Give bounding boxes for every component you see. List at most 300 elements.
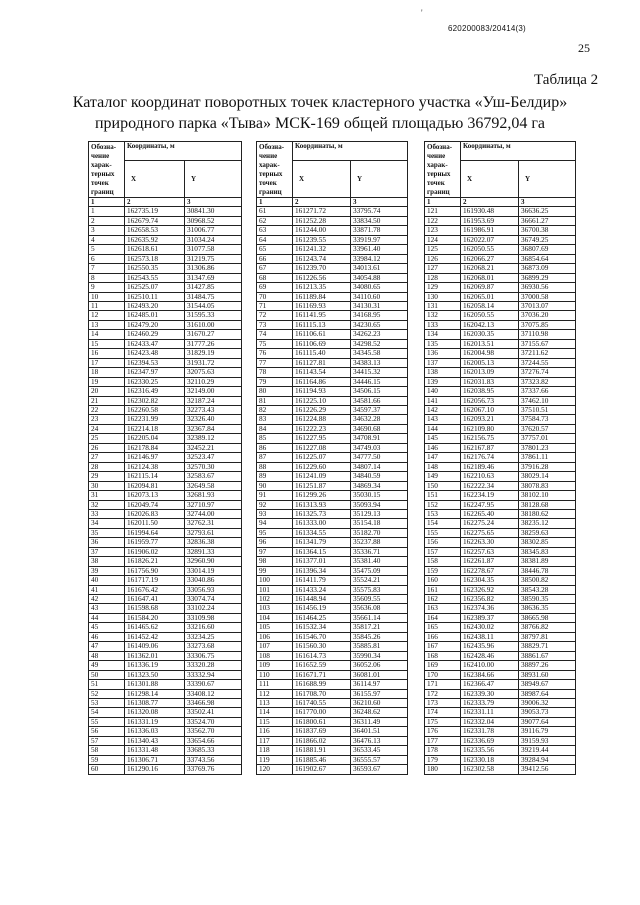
table-row [425,235,576,244]
point-number: 62 [257,216,293,225]
y-coordinate: 33562.70 [185,727,242,736]
point-number: 174 [425,708,461,717]
x-coordinate: 161953.69 [461,216,519,225]
x-coordinate: 161959.77 [125,538,185,547]
y-coordinate: 31427.85 [185,283,242,292]
x-coordinate: 162068.21 [461,264,519,273]
table-row [425,301,576,310]
point-number: 32 [89,500,125,509]
table-row [89,717,242,726]
y-coordinate: 38987.64 [519,689,576,698]
table-row [257,264,408,273]
point-number: 106 [257,632,293,641]
point-number: 87 [257,453,293,462]
table-row [89,368,242,377]
x-coordinate: 161241.32 [293,245,351,254]
y-coordinate: 34708.91 [351,434,408,443]
point-number: 167 [425,642,461,651]
column-number: 1 [89,198,125,207]
y-coordinate: 38897.26 [519,661,576,670]
table-row [425,528,576,537]
table-row [257,453,408,462]
table-row [425,661,576,670]
y-coordinate: 37510.51 [519,405,576,414]
y-coordinate: 32960.90 [185,557,242,566]
column-number: 2 [125,198,185,207]
y-coordinate: 33109.98 [185,613,242,622]
y-coordinate: 32326.40 [185,415,242,424]
point-number: 92 [257,500,293,509]
x-coordinate: 162038.95 [461,387,519,396]
x-coordinate: 162263.30 [461,538,519,547]
y-coordinate: 39412.56 [519,765,576,774]
table-row [89,264,242,273]
point-number: 49 [89,661,125,670]
table-row [425,453,576,462]
point-number: 43 [89,604,125,613]
y-coordinate: 31484.75 [185,292,242,301]
x-coordinate: 161377.01 [293,557,351,566]
x-coordinate: 162302.82 [125,396,185,405]
point-number: 8 [89,273,125,282]
x-coordinate: 162635.92 [125,235,185,244]
y-coordinate: 33216.60 [185,623,242,632]
point-number: 10 [89,292,125,301]
table-row [257,481,408,490]
y-coordinate: 36700.38 [519,226,576,235]
point-number: 67 [257,264,293,273]
y-coordinate: 33074.74 [185,595,242,604]
table-row [89,273,242,282]
table-row [89,689,242,698]
point-number: 163 [425,604,461,613]
point-number: 91 [257,491,293,500]
designation-header: Обозна-чение харак-терных точек границ [89,142,125,198]
x-coordinate: 161930.48 [461,207,519,216]
y-coordinate: 34080.65 [351,283,408,292]
y-coordinate: 39077.64 [519,717,576,726]
x-coordinate: 162013.51 [461,339,519,348]
point-number: 88 [257,462,293,471]
x-coordinate: 161614.73 [293,651,351,660]
x-coordinate: 162410.00 [461,661,519,670]
x-coordinate: 162335.56 [461,746,519,755]
table-row [89,538,242,547]
y-coordinate: 38102.10 [519,491,576,500]
y-coordinate: 36081.01 [351,670,408,679]
x-coordinate: 162042.13 [461,320,519,329]
x-coordinate: 162374.36 [461,604,519,613]
y-coordinate: 36749.25 [519,235,576,244]
y-coordinate: 35182.70 [351,528,408,537]
x-coordinate: 161194.93 [293,387,351,396]
point-number: 38 [89,557,125,566]
x-coordinate: 162679.74 [125,216,185,225]
x-coordinate: 161224.88 [293,415,351,424]
table-row [425,216,576,225]
y-coordinate: 35990.34 [351,651,408,660]
y-coordinate: 35030.15 [351,491,408,500]
y-coordinate: 38302.85 [519,538,576,547]
table-row [257,462,408,471]
x-coordinate: 161756.90 [125,566,185,575]
x-coordinate: 162304.35 [461,576,519,585]
point-number: 172 [425,689,461,698]
point-number: 100 [257,576,293,585]
y-coordinate: 33332.94 [185,670,242,679]
y-coordinate: 36930.56 [519,283,576,292]
y-coordinate: 30841.30 [185,207,242,216]
point-number: 159 [425,566,461,575]
table-row [257,368,408,377]
coordinate-table-3 [424,141,576,775]
x-coordinate: 161994.64 [125,528,185,537]
x-coordinate: 161409.06 [125,642,185,651]
y-coordinate: 36210.60 [351,699,408,708]
y-coordinate: 34110.60 [351,292,408,301]
point-number: 164 [425,613,461,622]
table-row [257,765,408,774]
point-number: 123 [425,226,461,235]
point-number: 148 [425,462,461,471]
point-number: 27 [89,453,125,462]
y-coordinate: 34262.23 [351,330,408,339]
y-coordinate: 36155.97 [351,689,408,698]
y-coordinate: 31006.77 [185,226,242,235]
table-row [425,765,576,774]
x-coordinate: 161598.68 [125,604,185,613]
point-number: 73 [257,320,293,329]
point-number: 132 [425,311,461,320]
y-coordinate: 37801.23 [519,443,576,452]
point-number: 121 [425,207,461,216]
point-number: 118 [257,746,293,755]
x-coordinate: 162094.81 [125,481,185,490]
table-row [89,415,242,424]
y-coordinate: 37337.66 [519,387,576,396]
table-row [425,727,576,736]
table-row [425,481,576,490]
x-coordinate: 161336.03 [125,727,185,736]
y-coordinate: 38078.83 [519,481,576,490]
x-coordinate: 161465.62 [125,623,185,632]
y-coordinate: 32075.63 [185,368,242,377]
y-coordinate: 36873.09 [519,264,576,273]
x-coordinate: 161323.50 [125,670,185,679]
y-coordinate: 33502.41 [185,708,242,717]
y-header: Y [519,161,576,198]
x-coordinate: 162056.73 [461,396,519,405]
table-row [89,623,242,632]
x-coordinate: 161986.91 [461,226,519,235]
y-coordinate: 36661.27 [519,216,576,225]
y-coordinate: 37916.28 [519,462,576,471]
point-number: 136 [425,349,461,358]
table-row [257,349,408,358]
point-number: 25 [89,434,125,443]
x-coordinate: 162366.47 [461,680,519,689]
y-coordinate: 32367.84 [185,424,242,433]
y-coordinate: 31347.69 [185,273,242,282]
table-row [425,519,576,528]
table-row [257,661,408,670]
x-coordinate: 162384.66 [461,670,519,679]
x-coordinate: 161227.95 [293,434,351,443]
table-row [425,443,576,452]
table-row [257,538,408,547]
y-coordinate: 35336.71 [351,547,408,556]
y-coordinate: 33102.24 [185,604,242,613]
point-number: 151 [425,491,461,500]
y-coordinate: 34345.58 [351,349,408,358]
point-number: 160 [425,576,461,585]
point-number: 135 [425,339,461,348]
point-number: 47 [89,642,125,651]
point-number: 152 [425,500,461,509]
table-row [425,377,576,386]
x-coordinate: 162550.35 [125,264,185,273]
table-row [89,547,242,556]
point-number: 78 [257,368,293,377]
table-row [89,405,242,414]
y-coordinate: 34869.34 [351,481,408,490]
table-row [89,755,242,764]
table-row [425,292,576,301]
x-coordinate: 161290.16 [125,765,185,774]
table-row [257,670,408,679]
y-coordinate: 33306.75 [185,651,242,660]
x-coordinate: 162069.87 [461,283,519,292]
x-coordinate: 161226.56 [293,273,351,282]
table-row [425,320,576,329]
y-coordinate: 34383.13 [351,358,408,367]
y-coordinate: 36593.67 [351,765,408,774]
x-coordinate: 161676.42 [125,585,185,594]
table-row [89,339,242,348]
x-coordinate: 162278.67 [461,566,519,575]
table-row [89,320,242,329]
point-number: 31 [89,491,125,500]
table-row [257,226,408,235]
table-row [89,235,242,244]
table-row [257,755,408,764]
y-coordinate: 38636.35 [519,604,576,613]
x-coordinate: 161688.99 [293,680,351,689]
y-coordinate: 33769.76 [185,765,242,774]
point-number: 53 [89,699,125,708]
x-coordinate: 162316.49 [125,387,185,396]
x-coordinate: 162275.65 [461,528,519,537]
y-coordinate: 39053.73 [519,708,576,717]
y-coordinate: 38665.98 [519,613,576,622]
point-number: 110 [257,670,293,679]
y-coordinate: 37323.82 [519,377,576,386]
x-coordinate: 162423.48 [125,349,185,358]
y-coordinate: 36476.13 [351,736,408,745]
x-coordinate: 162735.19 [125,207,185,216]
table-row [425,358,576,367]
table-row [89,387,242,396]
table-row [425,245,576,254]
point-number: 28 [89,462,125,471]
y-coordinate: 33795.74 [351,207,408,216]
x-coordinate: 161652.59 [293,661,351,670]
table-row [257,509,408,518]
table-row [425,207,576,216]
table-row [89,595,242,604]
table-row [257,235,408,244]
table-row [425,424,576,433]
table-row [89,453,242,462]
table-row [89,472,242,481]
table-row [89,226,242,235]
point-number: 97 [257,547,293,556]
table-row [89,254,242,263]
y-coordinate: 38128.68 [519,500,576,509]
coordinates-header: Координаты, м [461,142,576,161]
x-coordinate: 162011.50 [125,519,185,528]
table-row [89,746,242,755]
coordinates-header: Координаты, м [293,142,408,161]
x-coordinate: 161313.93 [293,500,351,509]
point-number: 84 [257,424,293,433]
x-coordinate: 161225.10 [293,396,351,405]
x-coordinate: 162026.83 [125,509,185,518]
x-coordinate: 162389.37 [461,613,519,622]
y-coordinate: 32583.67 [185,472,242,481]
y-coordinate: 33273.68 [185,642,242,651]
table-row [425,405,576,414]
table-row [89,566,242,575]
y-coordinate: 37276.74 [519,368,576,377]
point-number: 96 [257,538,293,547]
table-row [257,339,408,348]
point-number: 134 [425,330,461,339]
point-number: 81 [257,396,293,405]
point-number: 103 [257,604,293,613]
table-row [89,358,242,367]
y-coordinate: 36401.51 [351,727,408,736]
y-coordinate: 34130.31 [351,301,408,310]
x-coordinate: 162013.09 [461,368,519,377]
table-row [257,557,408,566]
y-coordinate: 33685.33 [185,746,242,755]
x-coordinate: 161411.79 [293,576,351,585]
table-row [89,349,242,358]
table-row [89,604,242,613]
table-row [257,699,408,708]
x-coordinate: 161464.25 [293,613,351,622]
x-coordinate: 161189.84 [293,292,351,301]
table-row [89,651,242,660]
document-id: 620200083/20414(3) [448,24,526,33]
x-coordinate: 161546.70 [293,632,351,641]
point-number: 158 [425,557,461,566]
y-coordinate: 32710.97 [185,500,242,509]
point-number: 24 [89,424,125,433]
point-number: 146 [425,443,461,452]
y-coordinate: 35885.81 [351,642,408,651]
point-number: 142 [425,405,461,414]
table-row [257,727,408,736]
table-row [89,377,242,386]
x-coordinate: 161308.77 [125,699,185,708]
point-number: 83 [257,415,293,424]
point-number: 140 [425,387,461,396]
x-coordinate: 162336.69 [461,736,519,745]
x-coordinate: 161252.28 [293,216,351,225]
table-row [89,283,242,292]
point-number: 19 [89,377,125,386]
x-coordinate: 161222.23 [293,424,351,433]
x-coordinate: 161906.02 [125,547,185,556]
table-row [257,528,408,537]
point-number: 180 [425,765,461,774]
x-coordinate: 161115.40 [293,349,351,358]
table-row [257,472,408,481]
x-coordinate: 162146.97 [125,453,185,462]
point-number: 48 [89,651,125,660]
x-coordinate: 161647.41 [125,595,185,604]
point-number: 2 [89,216,125,225]
table-row [425,585,576,594]
table-row [257,708,408,717]
catalog-title-line-1: Каталог координат поворотных точек кластерного участка «Уш-Белдир» [72,94,568,111]
point-number: 124 [425,235,461,244]
point-number: 60 [89,765,125,774]
y-coordinate: 34230.65 [351,320,408,329]
table-row [89,462,242,471]
y-coordinate: 32681.93 [185,491,242,500]
x-coordinate: 162347.97 [125,368,185,377]
coordinate-table-2 [256,141,408,775]
table-row [257,585,408,594]
x-coordinate: 162543.55 [125,273,185,282]
y-coordinate: 32523.47 [185,453,242,462]
x-coordinate: 161826.21 [125,557,185,566]
x-coordinate: 161225.07 [293,453,351,462]
x-coordinate: 161299.26 [293,491,351,500]
point-number: 178 [425,746,461,755]
y-coordinate: 31595.33 [185,311,242,320]
point-number: 15 [89,339,125,348]
y-coordinate: 31544.05 [185,301,242,310]
point-number: 177 [425,736,461,745]
y-coordinate: 34168.95 [351,311,408,320]
y-coordinate: 37620.57 [519,424,576,433]
table-row [425,699,576,708]
x-coordinate: 161164.86 [293,377,351,386]
table-row [89,708,242,717]
point-number: 55 [89,717,125,726]
y-coordinate: 33743.56 [185,755,242,764]
x-coordinate: 162433.47 [125,339,185,348]
table-row [89,245,242,254]
y-coordinate: 38931.60 [519,670,576,679]
x-header: X [125,161,185,198]
x-coordinate: 161362.01 [125,651,185,660]
y-coordinate: 36807.69 [519,245,576,254]
table-row [425,387,576,396]
point-number: 95 [257,528,293,537]
y-coordinate: 33320.28 [185,661,242,670]
y-coordinate: 39116.79 [519,727,576,736]
y-coordinate: 31829.19 [185,349,242,358]
y-coordinate: 34749.03 [351,443,408,452]
x-coordinate: 162525.07 [125,283,185,292]
point-number: 173 [425,699,461,708]
y-coordinate: 35845.26 [351,632,408,641]
